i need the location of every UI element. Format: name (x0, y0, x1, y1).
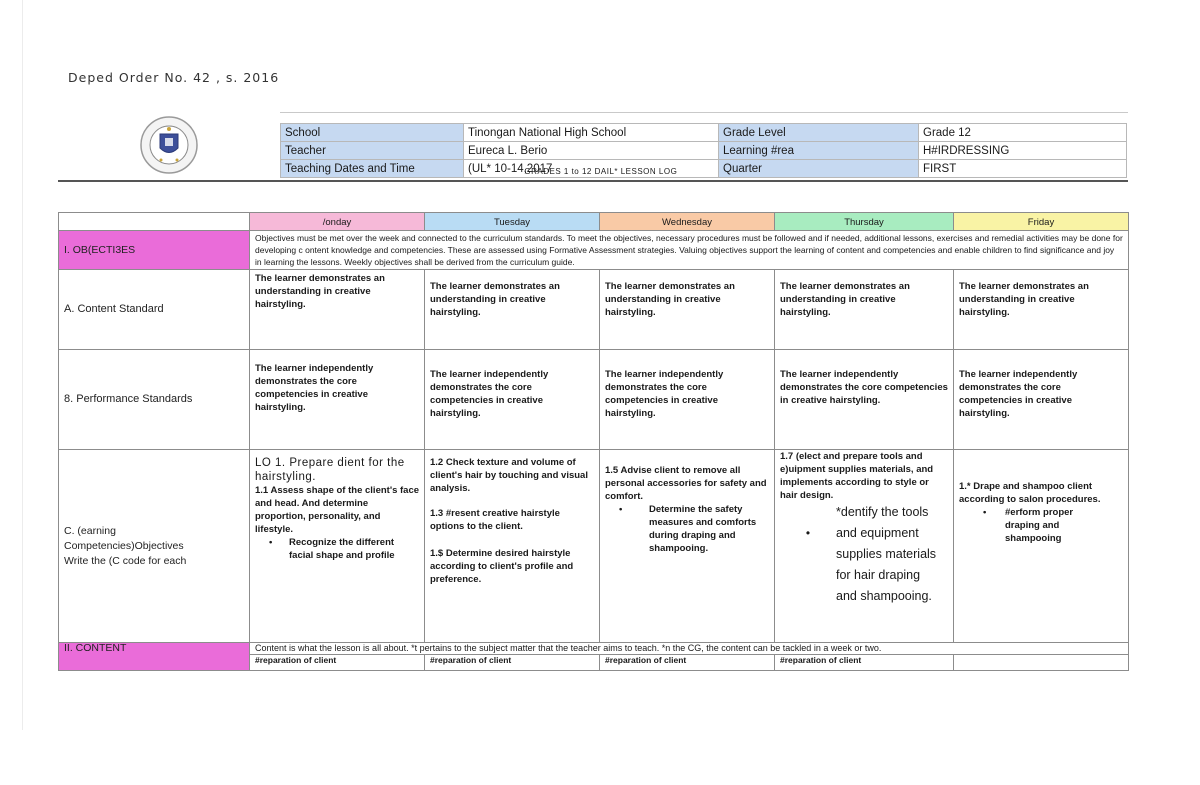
competency-1-7: 1.7 (elect and prepare tools and e)uipment supplies materials, and implements according to style or hair design. (780, 451, 934, 501)
header-top-rule (280, 112, 1128, 113)
thursday-line-2-row (780, 523, 948, 544)
competency-1-4: 1.$ Determine desired hairstyle according to client's profile and preference. (430, 548, 574, 585)
thursday-line-5: and shampooing. (836, 589, 932, 603)
grade-level-label: Grade Level (719, 124, 919, 142)
teaching-dates-text: (UL* 10-14,2017 (468, 162, 553, 175)
header-bottom-rule (58, 180, 1128, 182)
performance-standards-tuesday: The learner independently demonstrates the core competencies in creative hairstyling. (425, 350, 600, 450)
content-row (59, 643, 1129, 655)
teaching-dates-value (464, 160, 719, 178)
performance-standards-wednesday: The learner independently demonstrates the core competencies in creative hairstyling. (600, 350, 775, 450)
content-friday (954, 655, 1129, 671)
objectives-text: Objectives must be met over the week and connected to the curriculum standards. To meet the objectives, necessary procedures must be followed and if needed, additional lessons, exercises and remedial activities may be done for developing c ontent knowledge and competencies. These are assessed using Formative Assessment strategies. Valuing objectives support the learning of content and competencies and enable children to find significance and joy in learning the lessons. Weekly objectives shall be derived from the curriculum guide. (250, 231, 1129, 270)
competency-1-3: 1.3 #resent creative hairstyle options to the client. (430, 508, 560, 532)
thursday-line-3: supplies materials (836, 547, 937, 561)
bullet-icon: • (983, 507, 987, 518)
bullet-icon: • (269, 537, 273, 548)
competency-1-1-sub (255, 536, 419, 562)
teacher-value: Eureca L. Berio (464, 142, 719, 160)
competency-1-2: 1.2 Check texture and volume of client's hair by touching and visual analysis. (430, 457, 588, 494)
days-row (59, 213, 1129, 231)
day-tuesday: Tuesday (425, 213, 600, 231)
day-thursday: Thursday (775, 213, 954, 231)
competency-1-8-bullet: #erform proper draping and shampooing (1005, 507, 1074, 544)
school-value: Tinongan National High School (464, 124, 719, 142)
thursday-line-2: and equipment (836, 526, 919, 540)
lesson-log-overlay-title: GRADES 1 to 12 DAIL* LESSON LOG (524, 166, 678, 176)
competencies-tuesday (425, 450, 600, 643)
competencies-wednesday (600, 450, 775, 643)
lo-title: LO 1. Prepare dient for the hairstyling. (255, 457, 405, 483)
page-edge (22, 0, 23, 730)
bullet-icon: • (805, 526, 811, 540)
competencies-row (59, 450, 1129, 643)
content-monday: #reparation of client (250, 655, 425, 671)
competencies-thursday (775, 450, 954, 643)
performance-standards-thursday: The learner independently demonstrates the core competencies in creative hairstyling. (775, 350, 954, 450)
competencies-label (59, 450, 250, 643)
competencies-label-line3: Write the (C code for each (64, 554, 187, 567)
day-wednesday: Wednesday (600, 213, 775, 231)
deped-order-title: Deped Order No. 42 , s. 2016 (68, 70, 280, 85)
header-info-table (280, 123, 1127, 178)
objectives-row (59, 231, 1129, 270)
performance-standards-row (59, 350, 1129, 450)
quarter-label: Quarter (719, 160, 919, 178)
performance-standards-friday: The learner independently demonstrates the core competencies in creative hairstyling. (954, 350, 1129, 450)
content-wednesday: #reparation of client (600, 655, 775, 671)
content-standard-tuesday: The learner demonstrates an understanding in creative hairstyling. (425, 270, 600, 350)
thursday-line-1: *dentify the tools (836, 505, 929, 519)
deped-seal-icon (58, 112, 280, 178)
content-standard-row (59, 270, 1129, 350)
teaching-dates-label: Teaching Dates and Time (281, 160, 464, 178)
performance-standards-monday: The learner independently demonstrates the core competencies in creative hairstyling. (250, 350, 425, 450)
competencies-friday (954, 450, 1129, 643)
competencies-label-line1: C. (earning (64, 524, 116, 537)
day-monday: /onday (250, 213, 425, 231)
content-standard-friday: The learner demonstrates an understanding in creative hairstyling. (954, 270, 1129, 350)
learning-area-value: H#IRDRESSING (919, 142, 1127, 160)
learning-area-label: Learning #rea (719, 142, 919, 160)
content-tuesday: #reparation of client (425, 655, 600, 671)
thursday-tool-list (780, 502, 948, 607)
lesson-plan-table (58, 212, 1129, 671)
competency-1-1: 1.1 Assess shape of the client's face and head. And determine proportion, personality, and lifestyle. (255, 485, 420, 535)
performance-standards-label: 8. Performance Standards (59, 350, 250, 450)
school-label: School (281, 124, 464, 142)
competency-1-1-bullet: Recognize the different facial shape and profile (289, 537, 395, 561)
lesson-log-header (58, 112, 1128, 182)
content-standard-monday: The learner demonstrates an understanding in creative hairstyling. (250, 270, 425, 350)
day-friday: Friday (954, 213, 1129, 231)
teacher-label: Teacher (281, 142, 464, 160)
thursday-line-4: for hair draping (836, 568, 921, 582)
competencies-label-line2: Competencies)Objectives (64, 539, 184, 552)
competency-1-8-sub (959, 506, 1123, 545)
quarter-value: FIRST (919, 160, 1127, 178)
competency-1-8: 1.* Drape and shampoo client according to salon procedures. (959, 481, 1101, 505)
content-standard-thursday: The learner demonstrates an understanding in creative hairstyling. (775, 270, 954, 350)
bullet-icon: • (619, 504, 623, 515)
grade-level-value: Grade 12 (919, 124, 1127, 142)
content-text: Content is what the lesson is all about. *t pertains to the subject matter that the teacher aims to teach. *n the CG, the content can be tackled in a week or two. (250, 643, 1129, 655)
competency-1-5-sub (605, 503, 769, 555)
competency-1-5-bullet: Determine the safety measures and comforts during draping and shampooing. (649, 504, 757, 554)
competencies-monday (250, 450, 425, 643)
content-standard-wednesday: The learner demonstrates an understanding in creative hairstyling. (600, 270, 775, 350)
content-thursday: #reparation of client (775, 655, 954, 671)
content-standard-label: A. Content Standard (59, 270, 250, 350)
competency-1-5: 1.5 Advise client to remove all personal accessories for safety and comfort. (605, 465, 767, 502)
content-label: II. CONTENT (59, 643, 250, 671)
objectives-label: I. OB(ECTI3ES (59, 231, 250, 270)
corner-cell (59, 213, 250, 231)
